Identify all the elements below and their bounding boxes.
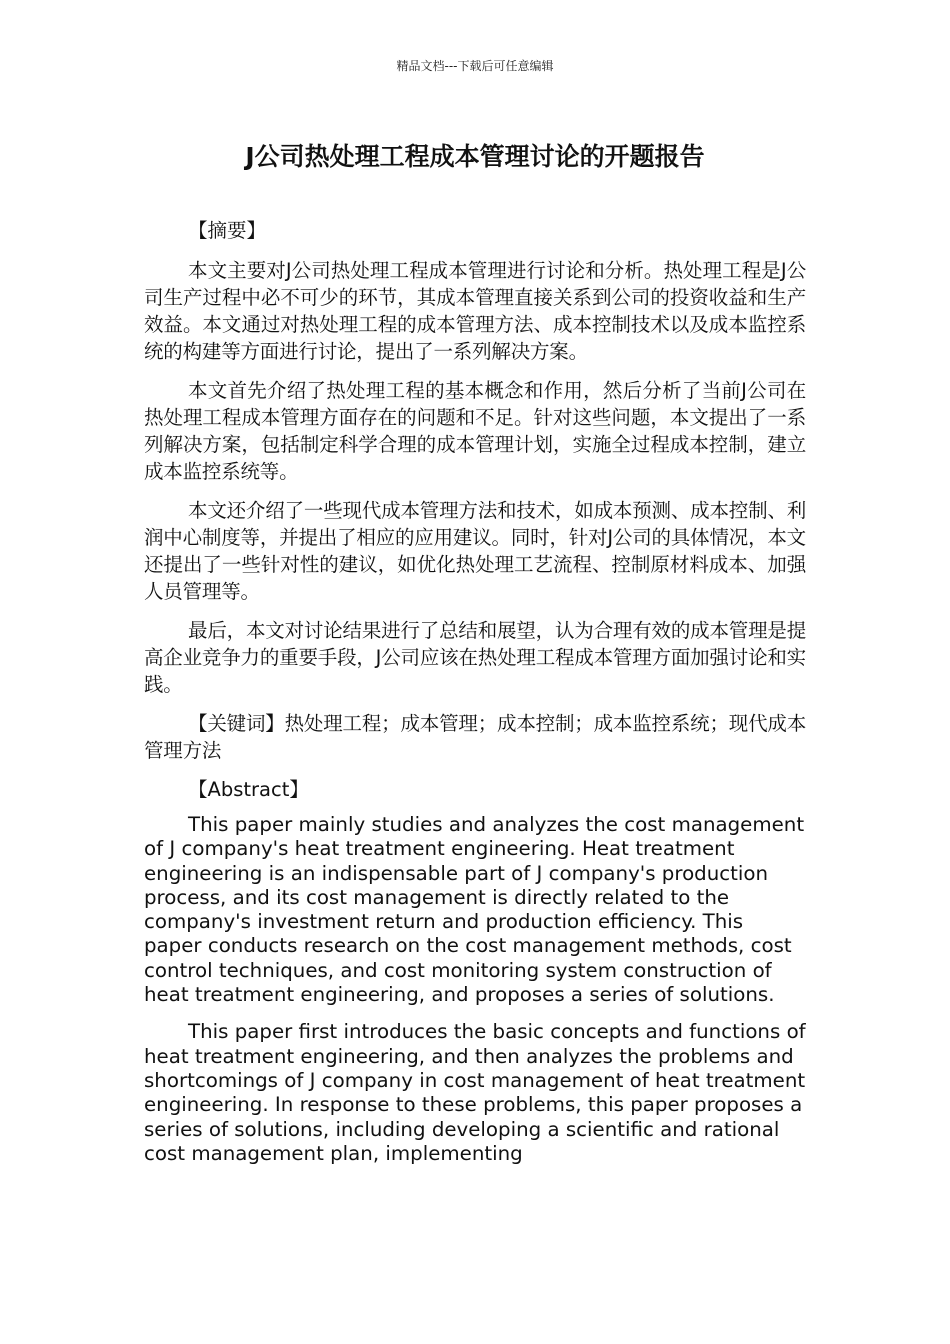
abstract-en-paragraph-1: This paper mainly studies and analyzes the cost management of J company's heat treatment engineering. Heat treatment engineering is an indispensable part of J company's production process, and its cost management is directly related to the company's investment return and production efficiency. This paper conducts research on the cost management methods, cost control techniques, and cost monitoring system construction of heat treatment engineering, and proposes a series of solutions. — [144, 813, 805, 1007]
abstract-cn-paragraph-1: 本文主要对J公司热处理工程成本管理进行讨论和分析。热处理工程是J公司生产过程中必不可少的环节，其成本管理直接关系到公司的投资收益和生产效益。本文通过对热处理工程的成本管理方法、成本控制技术以及成本监控系统的构建等方面进行讨论，提出了一系列解决方案。 — [144, 259, 806, 363]
abstract-en-paragraph-2: This paper first introduces the basic concepts and functions of heat treatment engineering, and then analyzes the problems and shortcomings of J company in cost management of heat treatment engineering. In response to these problems, this paper proposes a series of solutions, including developing a scientific and rational cost management plan, implementing — [144, 1020, 806, 1165]
keywords-cn: 【关键词】热处理工程；成本管理；成本控制；成本监控系统；现代成本管理方法 — [144, 712, 806, 762]
abstract-cn-label: 【摘要】 — [188, 219, 267, 242]
document-title: J公司热处理工程成本管理讨论的开题报告 — [245, 142, 705, 171]
abstract-cn-paragraph-2: 本文首先介绍了热处理工程的基本概念和作用，然后分析了当前J公司在热处理工程成本管理方面存在的问题和不足。针对这些问题，本文提出了一系列解决方案，包括制定科学合理的成本管理计划，实施全过程成本控制，建立成本监控系统等。 — [144, 379, 806, 483]
abstract-cn-paragraph-3: 本文还介绍了一些现代成本管理方法和技术，如成本预测、成本控制、利润中心制度等，并提出了相应的应用建议。同时，针对J公司的具体情况，本文还提出了一些针对性的建议，如优化热处理工艺流程、控制原材料成本、加强人员管理等。 — [144, 499, 806, 603]
document-body — [144, 217, 806, 1179]
page-header-watermark: 精品文档---下载后可任意编辑 — [396, 59, 554, 73]
abstract-en-label: 【Abstract】 — [188, 778, 309, 801]
abstract-cn-paragraph-4: 最后，本文对讨论结果进行了总结和展望，认为合理有效的成本管理是提高企业竞争力的重要手段，J公司应该在热处理工程成本管理方面加强讨论和实践。 — [144, 619, 806, 696]
